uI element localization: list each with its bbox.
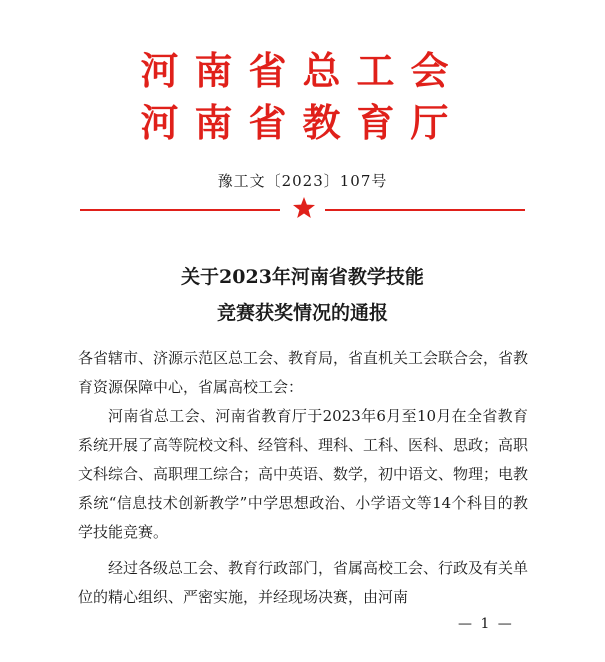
divider-line-left (80, 209, 280, 211)
red-divider (80, 202, 525, 218)
divider-line-right (325, 209, 525, 211)
body-paragraph-2: 经过各级总工会、教育行政部门，省属高校工会、行政及有关单位的精心组织、严密实施，并经现场决赛，由河南 (78, 559, 529, 606)
issuer-line-1: 河南省总工会 (140, 49, 465, 93)
star-icon (292, 196, 316, 220)
document-title-line-1: 关于2023年河南省教学技能 (181, 266, 424, 288)
document-number: 豫工文〔2023〕107号 (217, 172, 388, 190)
page-number: — 1 — (458, 616, 514, 632)
salutation: 各省辖市、济源示范区总工会、教育局，省直机关工会联合会，省教育资源保障中心，省属高校工会： (78, 349, 529, 396)
issuer-line-2: 河南省教育厅 (140, 101, 465, 145)
document-title-line-2: 竞赛获奖情况的通报 (216, 302, 388, 324)
body-paragraph-1: 河南省总工会、河南省教育厅于2023年6月至10月在全省教育系统开展了高等院校文科、经管科、理科、工科、医科、思政；高职文科综合、高职理工综合；高中英语、数学，初中语文、物理；电教系统“信息技术创新教学”中学思想政治、小学语文等14个科目的教学技能竞赛。 (78, 407, 529, 541)
